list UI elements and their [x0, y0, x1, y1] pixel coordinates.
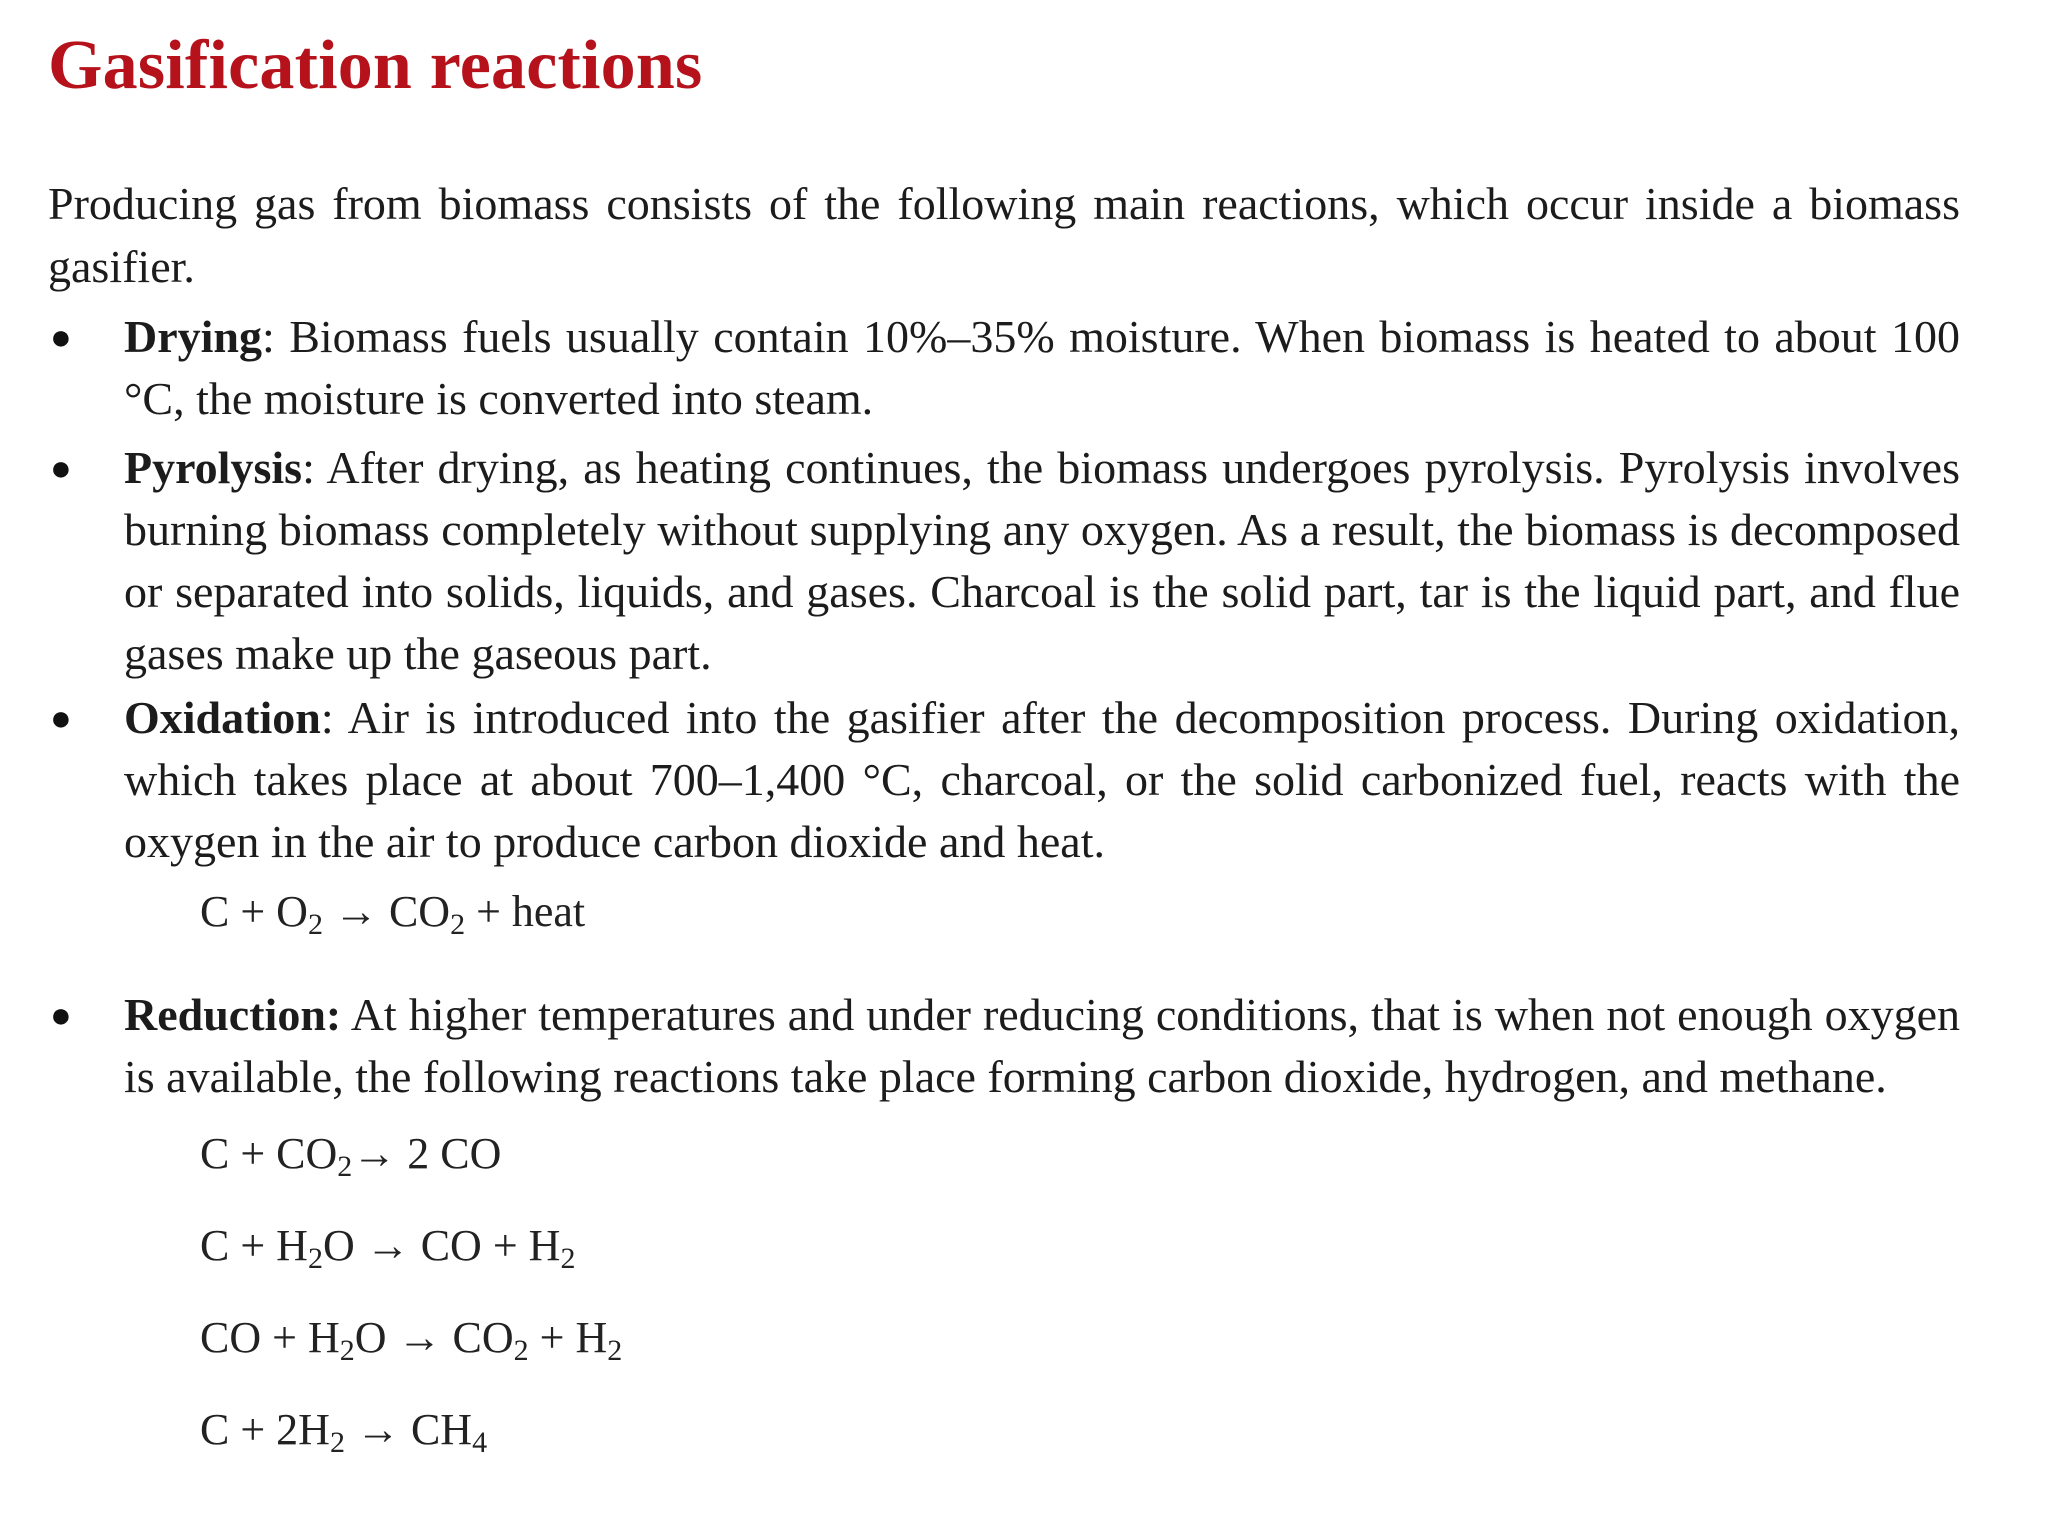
list-item-pyrolysis: [48, 437, 1960, 687]
bullet-icon: ●: [50, 698, 72, 738]
reduction-equation-3: CO + $H_2O \to CO_2 + H_2$: [200, 1313, 623, 1367]
list-item-reduction: [48, 984, 1960, 1108]
drying-description: : Biomass fuels usually contain 10%–35% moisture. When biomass is heated to about 100 °C, the moisture is converted into steam.: [124, 311, 1960, 424]
bullet-icon: ●: [50, 995, 72, 1035]
reaction-list: [48, 306, 1960, 1476]
pyrolysis-description: : After drying, as heating continues, the biomass undergoes pyrolysis. Pyrolysis involves burning biomass completely without supplying any oxygen. As a result, the biomass is decomposed or separated into solids, liquids, and gases. Charcoal is the solid part, tar is the liquid part, and flue gases make up the gaseous part.: [124, 442, 1960, 679]
reduction-text: [124, 984, 1960, 1108]
drying-text: [124, 306, 1960, 430]
oxidation-term: Oxidation: [124, 692, 321, 743]
list-item-drying: [48, 306, 1960, 437]
bullet-icon: ●: [50, 317, 72, 357]
pyrolysis-text: [124, 437, 1960, 685]
bullet-icon: ●: [50, 448, 72, 488]
intro-paragraph: Producing gas from biomass consists of the following main reactions, which occur inside a biomass gasifier.: [48, 178, 1960, 292]
reduction-description: At higher temperatures and under reducing conditions, that is when not enough oxygen is available, the following reactions take place forming carbon dioxide, hydrogen, and methane.: [124, 989, 1960, 1102]
list-item-oxidation: [48, 687, 1960, 872]
reduction-equation-2: $C + H_2O$ → CO + $H_2$: [200, 1221, 576, 1275]
reduction-equation-4: $C + 2H_2 \to CH_4$: [200, 1405, 488, 1459]
reduction-term: Reduction:: [124, 989, 342, 1040]
reduction-equation-1: $C + CO_2\to 2$ CO: [200, 1129, 502, 1183]
drying-term: Drying: [124, 311, 262, 362]
oxidation-equation: $C + O_2 \to CO_2$ + heat: [200, 887, 586, 941]
oxidation-text: [124, 687, 1960, 873]
page-title: Gasification reactions: [48, 27, 703, 104]
oxidation-description: : Air is introduced into the gasifier after the decomposition process. During oxidation, which takes place at about 700–1,400 °C, charcoal, or the solid carbonized fuel, reacts with the oxygen in the air to produce carbon dioxide and heat.: [124, 692, 1960, 867]
pyrolysis-term: Pyrolysis: [124, 442, 303, 493]
